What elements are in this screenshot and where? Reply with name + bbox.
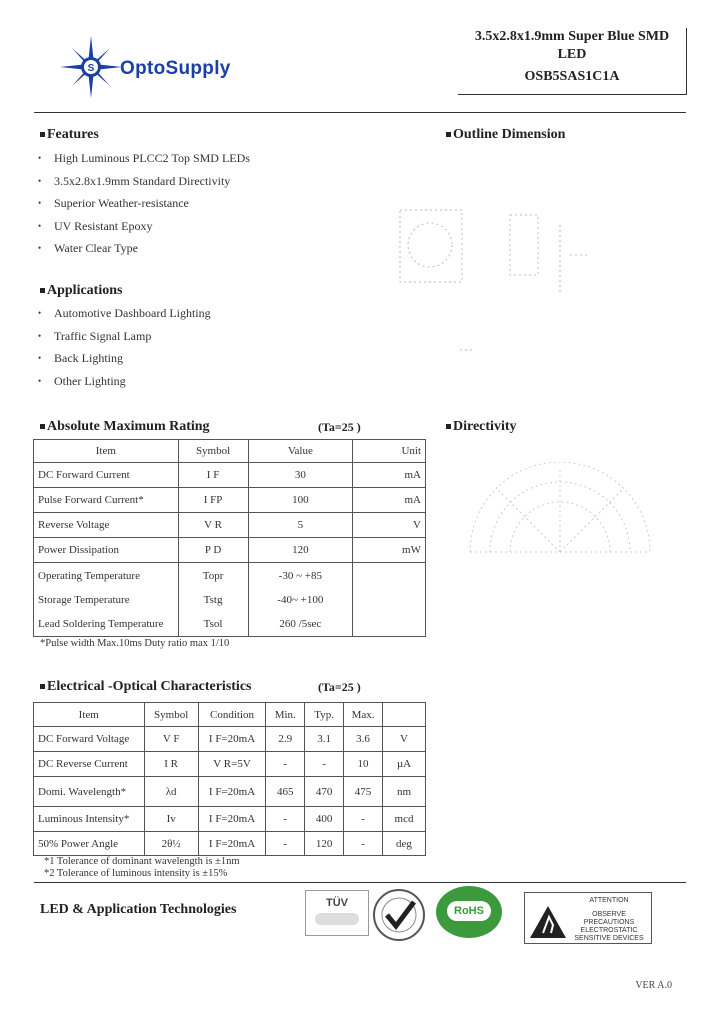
cell-min: 2.9 (266, 727, 305, 752)
attention-line: ELECTROSTATIC (580, 927, 638, 934)
cell-min: - (266, 832, 305, 856)
cell-unit: µA (382, 752, 425, 777)
svg-text:S: S (87, 63, 95, 74)
col-header: Symbol (178, 440, 248, 463)
cell-item: Luminous Intensity* (34, 807, 145, 832)
table-row (34, 538, 426, 563)
eo-title: Electrical -Optical Characteristics (40, 679, 251, 695)
cell-typ: 470 (305, 777, 344, 807)
cell-symbol: I FP (178, 488, 248, 513)
attention-line: SENSITIVE DEVICES (574, 935, 644, 942)
part-number: OSB5SAS1C1A (524, 69, 620, 84)
cell-symbol: Iv (144, 807, 198, 832)
directivity-title: Directivity (446, 419, 517, 435)
cell-symbol: 2θ½ (144, 832, 198, 856)
col-header: Symbol (144, 703, 198, 727)
cell-symbol: Tsol (203, 617, 223, 630)
col-header: Value (248, 440, 353, 463)
cell-value: -40~ +100 (277, 593, 324, 606)
table-row (34, 807, 426, 832)
table-row (34, 832, 426, 856)
cell-min: - (266, 752, 305, 777)
cell-max: - (344, 807, 383, 832)
cell-unit: mA (353, 463, 426, 488)
table-row (34, 727, 426, 752)
col-header: Item (34, 440, 179, 463)
cell-symbol: Tstg (203, 593, 223, 606)
applications-list (38, 305, 211, 395)
table-row (34, 563, 426, 637)
outline-drawing (360, 185, 620, 375)
cell-max: 10 (344, 752, 383, 777)
list-item: • Superior Weather-resistance (38, 195, 250, 218)
cell-condition: I F=20mA (198, 777, 266, 807)
cell-symbol: I F (178, 463, 248, 488)
cell-unit: mcd (382, 807, 425, 832)
cell-unit: nm (382, 777, 425, 807)
cell-unit: mA (353, 488, 426, 513)
cell-symbol: V F (144, 727, 198, 752)
cell-item: Pulse Forward Current* (34, 488, 179, 513)
list-item: • High Luminous PLCC2 Top SMD LEDs (38, 150, 250, 173)
cell-min: - (266, 807, 305, 832)
list-item: • 3.5x2.8x1.9mm Standard Directivity (38, 173, 250, 196)
cell-typ: 400 (305, 807, 344, 832)
tuv-label: TÜV (326, 897, 348, 909)
col-header (382, 703, 425, 727)
cell-item: Operating Temperature (38, 569, 140, 582)
attention-line: OBSERVE PRECAUTIONS (583, 911, 635, 926)
cell-typ: 120 (305, 832, 344, 856)
abs-max-note: *Pulse width Max.10ms Duty ratio max 1/10 (40, 638, 230, 649)
logo-star-icon (58, 34, 124, 100)
cell-unit: V (382, 727, 425, 752)
cell-max: - (344, 832, 383, 856)
features-title: Features (40, 127, 99, 143)
esd-warning-icon (529, 905, 567, 939)
cell-max: 475 (344, 777, 383, 807)
col-header: Item (34, 703, 145, 727)
company-name: LED & Application Technologies (40, 902, 237, 917)
cell-condition: I F=20mA (198, 727, 266, 752)
cell-unit: mW (353, 538, 426, 563)
cell-value: 260 /5sec (279, 617, 322, 630)
title-line1: 3.5x2.8x1.9mm Super Blue SMD (474, 29, 670, 44)
list-item: • Traffic Signal Lamp (38, 328, 211, 351)
table-row (34, 513, 426, 538)
title-line2: LED (557, 47, 587, 62)
cell-unit: V (353, 513, 426, 538)
title-box (458, 28, 687, 95)
eo-note-2: *2 Tolerance of luminous intensity is ±15% (44, 868, 228, 879)
esd-attention-box (524, 892, 652, 944)
col-header: Unit (353, 440, 426, 463)
cell-symbol: λd (144, 777, 198, 807)
cell-symbol: V R (178, 513, 248, 538)
quality-seal-icon (372, 888, 426, 942)
version: VER A.0 (635, 980, 672, 991)
col-header: Condition (198, 703, 266, 727)
cell-value: -30 ~ +85 (278, 569, 322, 582)
cell-max: 3.6 (344, 727, 383, 752)
cell-item: DC Forward Current (34, 463, 179, 488)
cell-symbol: P D (178, 538, 248, 563)
cell-item: DC Forward Voltage (34, 727, 145, 752)
abs-max-condition: (Ta=25 ) (318, 420, 361, 434)
cell-item: Storage Temperature (38, 593, 130, 606)
cell-item: Lead Soldering Temperature (38, 617, 164, 630)
cell-value: 5 (248, 513, 353, 538)
features-list (38, 150, 250, 263)
cell-condition: V R=5V (198, 752, 266, 777)
cell-item: Reverse Voltage (34, 513, 179, 538)
cell-typ: 3.1 (305, 727, 344, 752)
col-header: Max. (344, 703, 383, 727)
table-row (34, 463, 426, 488)
list-item: • Automotive Dashboard Lighting (38, 305, 211, 328)
col-header: Min. (266, 703, 305, 727)
footer-divider (34, 882, 686, 883)
abs-max-title: Absolute Maximum Rating (40, 419, 210, 435)
cell-symbol: Topr (202, 569, 224, 582)
eo-table (33, 702, 426, 856)
cell-value: 30 (248, 463, 353, 488)
rohs-label: RoHS (447, 901, 491, 921)
attention-title: ATTENTION (589, 897, 629, 904)
cell-item: 50% Power Angle (34, 832, 145, 856)
cell-symbol: I R (144, 752, 198, 777)
brand-name: OptoSupply (120, 58, 231, 79)
abs-max-table (33, 439, 426, 637)
eo-note-1: *1 Tolerance of dominant wavelength is ±1nm (44, 856, 240, 867)
list-item: • Back Lighting (38, 350, 211, 373)
eo-condition: (Ta=25 ) (318, 680, 361, 694)
applications-title: Applications (40, 283, 122, 299)
cell-value: 120 (248, 538, 353, 563)
cell-item: Domi. Wavelength* (34, 777, 145, 807)
tuv-cert (305, 890, 369, 936)
cell-item: DC Reverse Current (34, 752, 145, 777)
divider (34, 112, 686, 113)
cell-condition: I F=20mA (198, 832, 266, 856)
table-row (34, 488, 426, 513)
cell-typ: - (305, 752, 344, 777)
list-item: • UV Resistant Epoxy (38, 218, 250, 241)
directivity-chart (460, 462, 660, 572)
outline-title: Outline Dimension (446, 127, 565, 143)
rohs-badge (436, 886, 502, 938)
col-header: Typ. (305, 703, 344, 727)
cell-item: Power Dissipation (34, 538, 179, 563)
list-item: • Other Lighting (38, 373, 211, 396)
cell-value: 100 (248, 488, 353, 513)
cell-condition: I F=20mA (198, 807, 266, 832)
table-row (34, 752, 426, 777)
cell-unit: deg (382, 832, 425, 856)
list-item: • Water Clear Type (38, 240, 250, 263)
table-row (34, 777, 426, 807)
cell-min: 465 (266, 777, 305, 807)
